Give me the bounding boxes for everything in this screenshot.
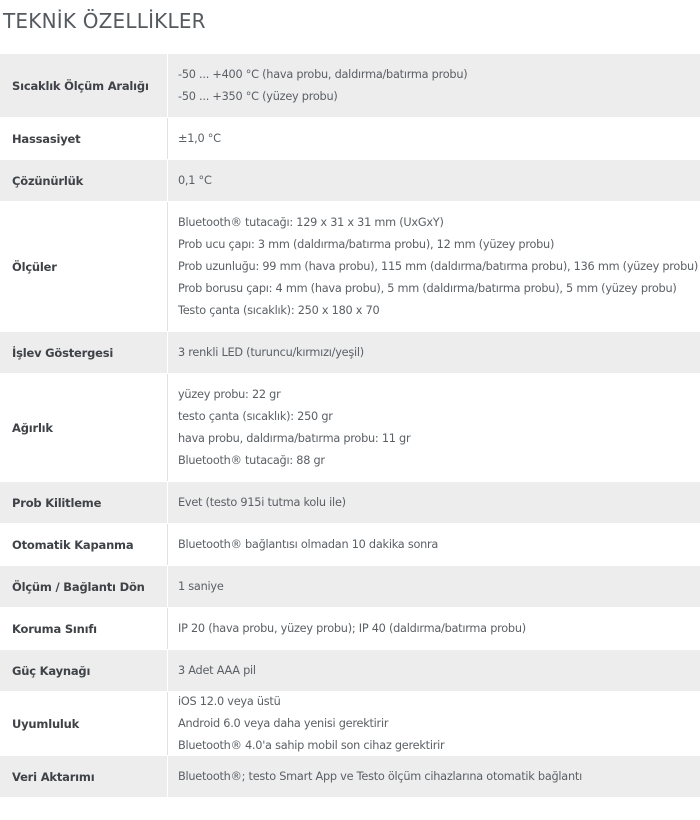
spec-values (168, 482, 700, 523)
spec-row (0, 566, 700, 608)
spec-value-line: Bluetooth® tutacağı: 88 gr (178, 453, 325, 467)
spec-row (0, 202, 700, 332)
spec-value-line: Prob uzunluğu: 99 mm (hava probu), 115 mm (daldırma/batırma probu), 136 mm (yüzey probu) (178, 259, 699, 273)
spec-value-line: 3 renkli LED (turuncu/kırmızı/yeşil) (178, 345, 364, 359)
spec-label: Prob Kilitleme (0, 482, 168, 523)
spec-values (168, 374, 700, 481)
spec-values (168, 118, 700, 159)
spec-label: Ölçüm / Bağlantı Dön (0, 566, 168, 607)
spec-values (168, 160, 700, 201)
spec-value-line: Bluetooth®; testo Smart App ve Testo ölçüm cihazlarına otomatik bağlantı (178, 769, 582, 783)
spec-row (0, 160, 700, 202)
spec-label: Koruma Sınıfı (0, 608, 168, 649)
spec-label: Ölçüler (0, 202, 168, 331)
page-title: TEKNİK ÖZELLİKLER (3, 9, 206, 33)
spec-value-line: -50 ... +350 °C (yüzey probu) (178, 89, 338, 103)
spec-value-line: Bluetooth® tutacağı: 129 x 31 x 31 mm (UxGxY) (178, 215, 444, 229)
spec-row (0, 482, 700, 524)
spec-values (168, 650, 700, 691)
spec-label: Çözünürlük (0, 160, 168, 201)
spec-label: Veri Aktarımı (0, 756, 168, 797)
spec-value-line: Evet (testo 915i tutma kolu ile) (178, 495, 346, 509)
spec-row (0, 54, 700, 118)
spec-value-line: -50 ... +400 °C (hava probu, daldırma/batırma probu) (178, 67, 468, 81)
spec-value-line: yüzey probu: 22 gr (178, 387, 281, 401)
spec-row (0, 524, 700, 566)
spec-label: Hassasiyet (0, 118, 168, 159)
spec-row (0, 332, 700, 374)
spec-value-line: ±1,0 °C (178, 131, 221, 145)
spec-values (168, 608, 700, 649)
spec-value-line: Bluetooth® 4.0'a sahip mobil son cihaz gerektirir (178, 738, 445, 752)
spec-label: Sıcaklık Ölçüm Aralığı (0, 54, 168, 117)
spec-values (168, 692, 700, 755)
spec-value-line: Bluetooth® bağlantısı olmadan 10 dakika sonra (178, 537, 439, 551)
spec-row (0, 608, 700, 650)
spec-value-line: Android 6.0 veya daha yenisi gerektirir (178, 716, 389, 730)
spec-label: Uyumluluk (0, 692, 168, 755)
spec-label: Otomatik Kapanma (0, 524, 168, 565)
spec-label: Ağırlık (0, 374, 168, 481)
spec-label: Güç Kaynağı (0, 650, 168, 691)
spec-value-line: Prob borusu çapı: 4 mm (hava probu), 5 mm (daldırma/batırma probu), 5 mm (yüzey probu) (178, 281, 677, 295)
spec-label: İşlev Göstergesi (0, 332, 168, 373)
spec-row (0, 692, 700, 756)
spec-row (0, 650, 700, 692)
spec-row (0, 118, 700, 160)
spec-values (168, 54, 700, 117)
spec-value-line: testo çanta (sıcaklık): 250 gr (178, 409, 333, 423)
spec-value-line: 3 Adet AAA pil (178, 663, 256, 677)
spec-values (168, 566, 700, 607)
spec-values (168, 524, 700, 565)
spec-value-line: hava probu, daldırma/batırma probu: 11 gr (178, 431, 411, 445)
spec-value-line: Prob ucu çapı: 3 mm (daldırma/batırma probu), 12 mm (yüzey probu) (178, 237, 555, 251)
spec-row (0, 756, 700, 798)
spec-value-line: 0,1 °C (178, 173, 212, 187)
spec-row (0, 374, 700, 482)
spec-values (168, 756, 700, 797)
spec-values (168, 332, 700, 373)
spec-value-line: Testo çanta (sıcaklık): 250 x 180 x 70 (178, 303, 380, 317)
spec-values (168, 202, 700, 331)
spec-table (0, 54, 700, 798)
spec-value-line: iOS 12.0 veya üstü (178, 694, 281, 708)
spec-value-line: IP 20 (hava probu, yüzey probu); IP 40 (daldırma/batırma probu) (178, 621, 526, 635)
spec-value-line: 1 saniye (178, 579, 224, 593)
